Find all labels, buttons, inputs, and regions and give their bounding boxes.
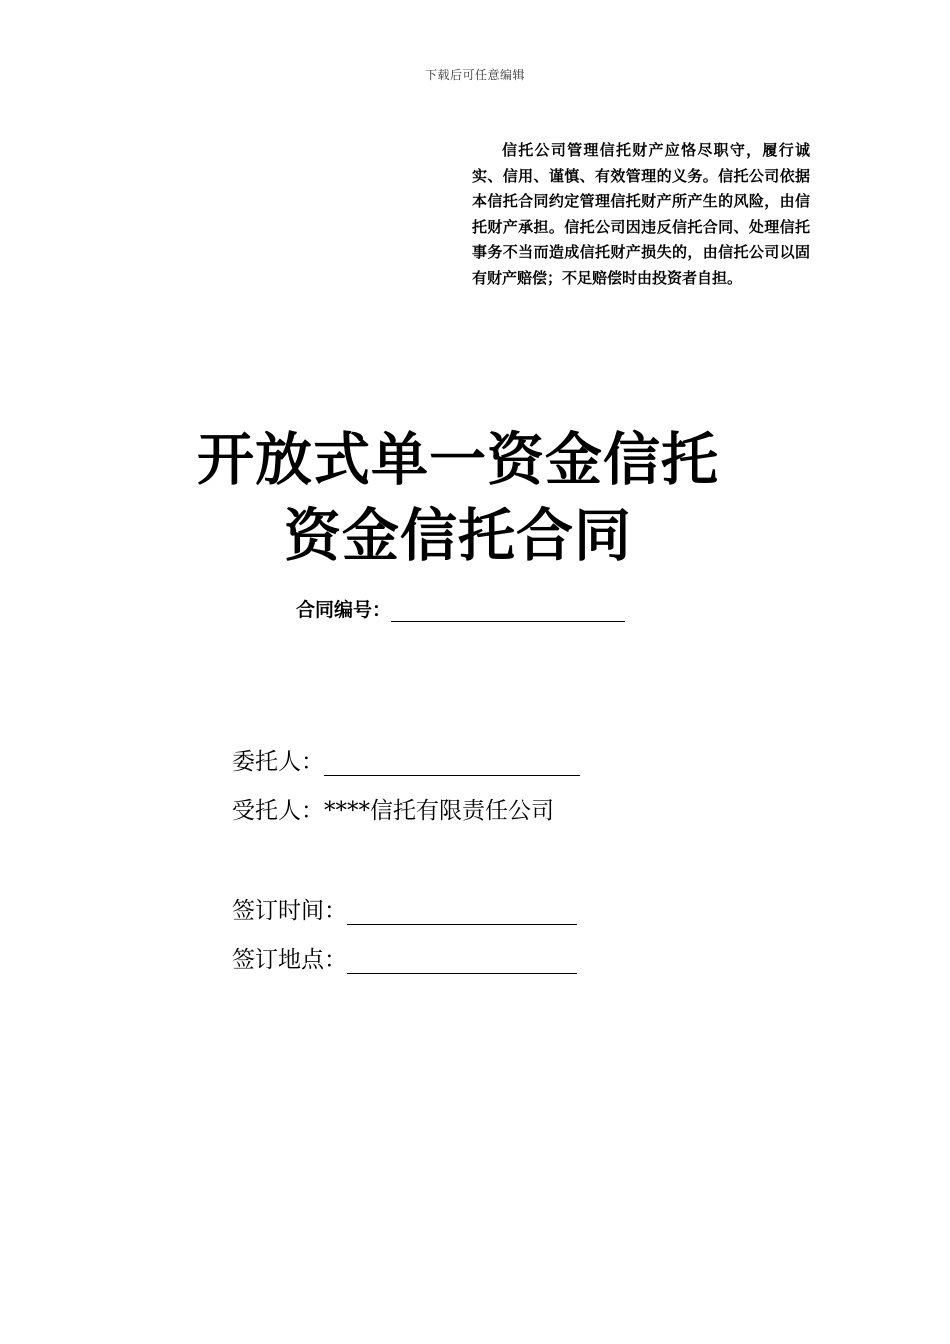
contract-number-row	[296, 595, 625, 622]
sign-time-label: 签订时间：	[232, 898, 347, 924]
client-row	[232, 743, 580, 776]
risk-disclaimer: 信托公司管理信托财产应恪尽职守，履行诚实、信用、谨慎、有效管理的义务。信托公司依据本信托合同约定管理信托财产所产生的风险，由信托财产承担。信托公司因违反信托合同、处理信托事务不当而造成信托财产损失的，由信托公司以固有财产赔偿；不足赔偿时由投资者自担。	[472, 141, 810, 287]
header-note: 下载后可任意编辑	[424, 68, 525, 82]
contract-number-label: 合同编号：	[296, 599, 392, 621]
client-label: 委托人：	[232, 749, 324, 775]
trustee-row	[232, 792, 554, 825]
document-title-line2: 资金信托合同	[284, 503, 632, 569]
sign-place-blank	[347, 947, 577, 974]
sign-place-row	[232, 941, 577, 974]
sign-place-label: 签订地点：	[232, 947, 347, 973]
trustee-label: 受托人：	[232, 798, 324, 824]
trustee-value: ****信托有限责任公司	[324, 798, 554, 824]
sign-time-blank	[347, 898, 577, 925]
sign-time-row	[232, 892, 577, 925]
document-title-line1: 开放式单一资金信托	[197, 427, 719, 493]
client-blank	[324, 749, 580, 776]
contract-number-blank	[391, 599, 625, 622]
